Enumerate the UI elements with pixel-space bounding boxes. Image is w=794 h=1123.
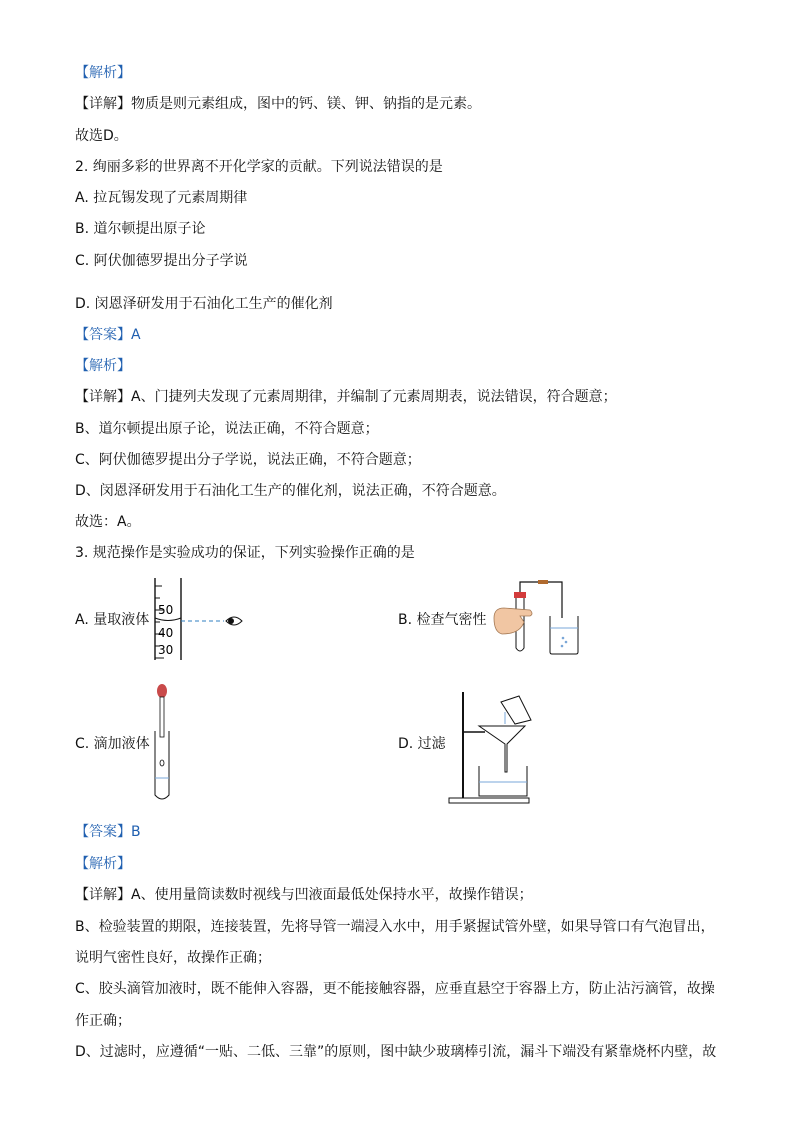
q2-option-b: B. 道尔顿提出原子论 [75, 221, 206, 237]
q3-detail-b-cont: 说明气密性良好，故操作正确； [75, 950, 271, 966]
q2-option-d: D. 闵恩泽研发用于石油化工生产的催化剂 [75, 296, 333, 312]
q3-analysis-heading: 【解析】 [75, 856, 131, 872]
q2-option-a: A. 拉瓦锡发现了元素周期律 [75, 190, 248, 206]
section-heading-analysis: 【解析】 [75, 65, 131, 81]
filtration-illustration [445, 680, 565, 805]
q3-detail-c: C、胶头滴管加液时，既不能伸入容器，更不能接触容器，应垂直悬空于容器上方，防止沾污滴管，故操 [75, 981, 715, 997]
q3-detail-a: 【详解】A、使用量筒读数时视线与凹液面最低处保持水平，故操作错误； [75, 887, 533, 903]
q3-answer: 【答案】B [75, 824, 141, 840]
graduated-cylinder-illustration [148, 576, 248, 666]
q3-detail-d: D、过滤时，应遵循“一贴、二低、三靠”的原则，图中缺少玻璃棒引流，漏斗下端没有紧靠烧杯内壁，故 [75, 1044, 717, 1060]
q2-conclusion: 故选：A。 [75, 514, 141, 530]
q2-detail-a: 【详解】A、门捷列夫发现了元素周期律，并编制了元素周期表，说法错误，符合题意； [75, 389, 617, 405]
eye-icon [226, 617, 242, 625]
airtightness-check-illustration [490, 578, 610, 658]
detail-text: 【详解】物质是则元素组成，图中的钙、镁、钾、钠指的是元素。 [75, 96, 481, 112]
dropper-illustration [150, 683, 180, 803]
question-2-stem: 2. 绚丽多彩的世界离不开化学家的贡献。下列说法错误的是 [75, 159, 443, 175]
q2-detail-d: D、闵恩泽研发用于石油化工生产的催化剂，说法正确，不符合题意。 [75, 483, 506, 499]
question-3-stem: 3. 规范操作是实验成功的保证，下列实验操作正确的是 [75, 545, 415, 561]
tick-label-50: 50 [158, 603, 174, 617]
q3-option-b-label: B. 检查气密性 [398, 612, 487, 628]
q3-detail-c-cont: 作正确； [75, 1013, 131, 1029]
q2-analysis-heading: 【解析】 [75, 358, 131, 374]
q2-option-c: C. 阿伏伽德罗提出分子学说 [75, 253, 248, 269]
tick-label-30: 30 [158, 643, 174, 657]
conclusion-text: 故选D。 [75, 128, 128, 144]
q3-detail-b: B、检验装置的期限，连接装置，先将导管一端浸入水中，用手紧握试管外壁，如果导管口有气泡冒出， [75, 919, 715, 935]
q2-answer: 【答案】A [75, 327, 141, 343]
q3-option-c-label: C. 滴加液体 [75, 736, 150, 752]
q3-option-d-label: D. 过滤 [398, 736, 446, 752]
hand-icon [494, 608, 532, 634]
tick-label-40: 40 [158, 626, 174, 640]
q2-detail-c: C、阿伏伽德罗提出分子学说，说法正确，不符合题意； [75, 452, 421, 468]
q3-option-a-label: A. 量取液体 [75, 612, 150, 628]
q2-detail-b: B、道尔顿提出原子论，说法正确，不符合题意； [75, 421, 379, 437]
